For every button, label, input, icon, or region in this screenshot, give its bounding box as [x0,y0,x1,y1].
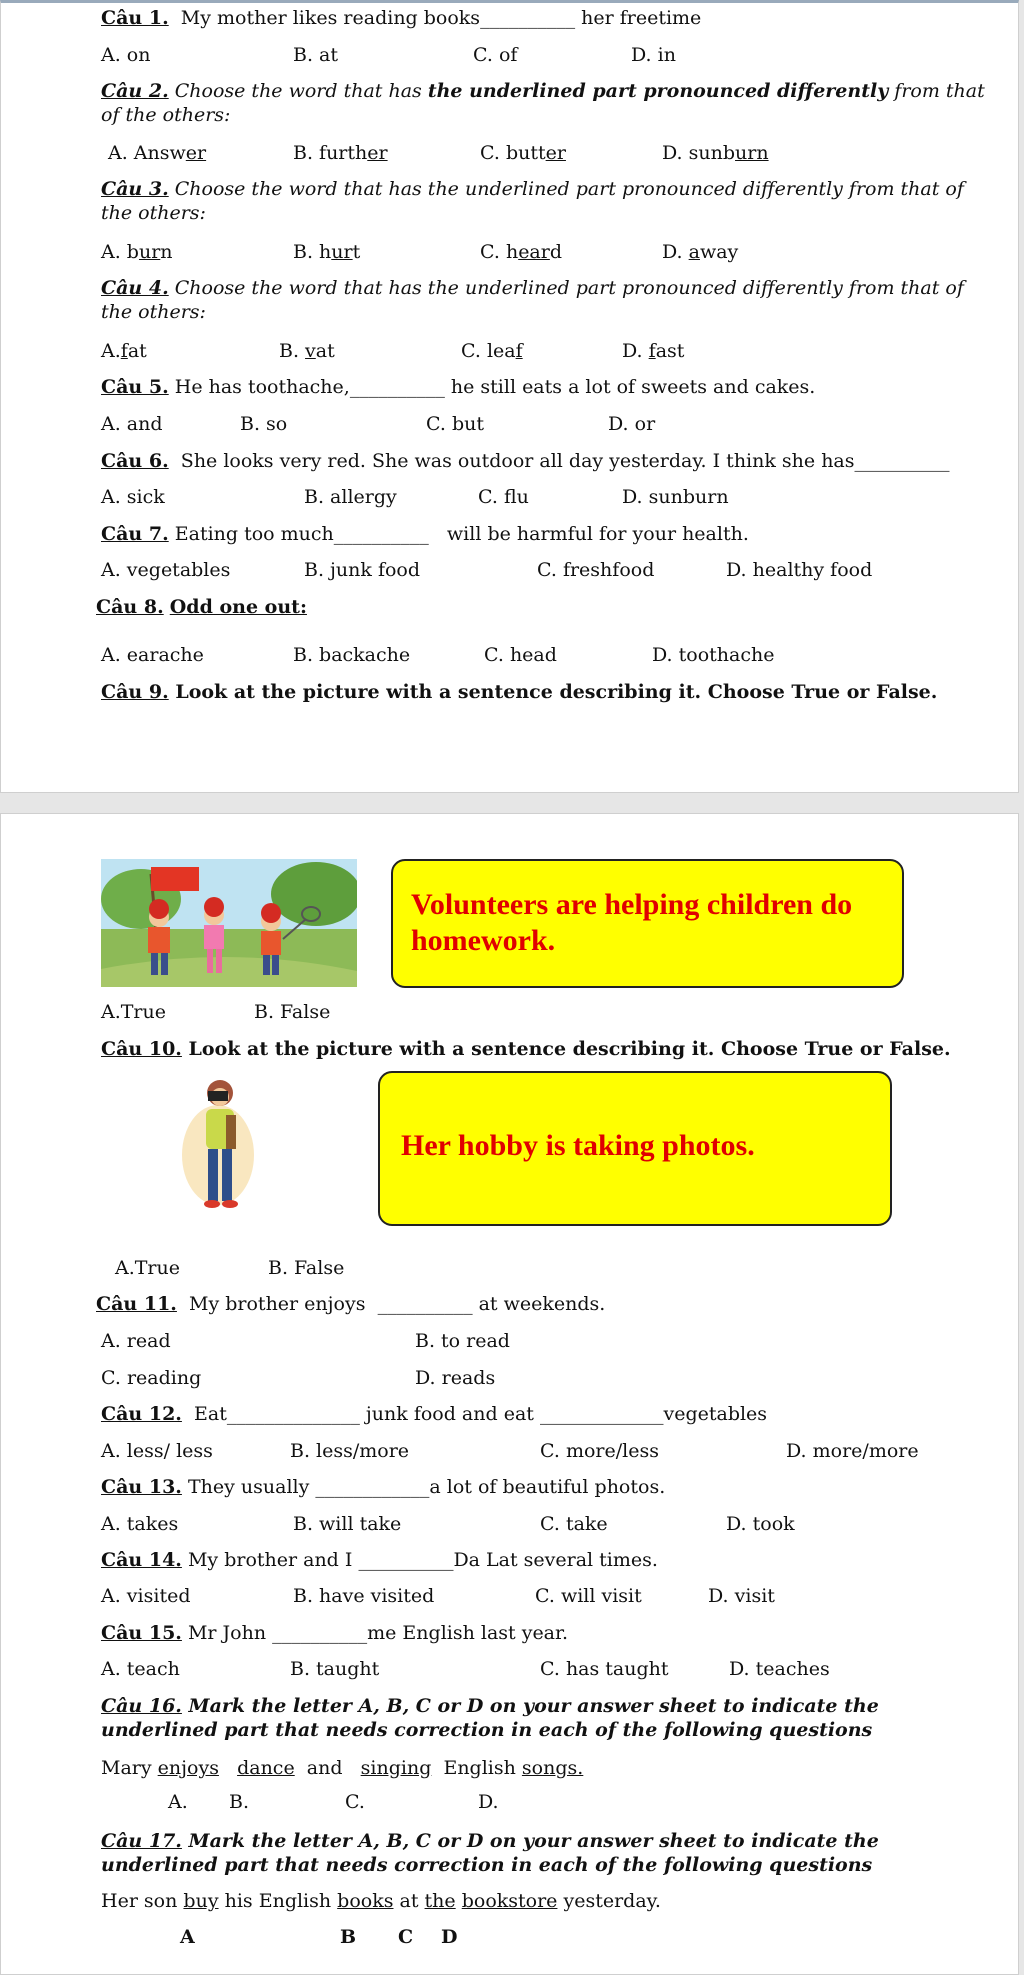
question-3: Câu 3. Choose the word that has the underlined part pronounced differently from that of the others: [101,178,964,224]
option-d[interactable]: D. reads [415,1367,496,1389]
question-6: Câu 6. She looks very red. She was outdoor all day yesterday. I think she has__________ [101,450,950,472]
option-b[interactable]: B. [229,1791,250,1813]
option-c[interactable]: C. [345,1791,365,1813]
option-b[interactable]: B. have visited [293,1585,435,1607]
option-d[interactable]: D. or [608,413,656,435]
option-a[interactable]: A. earache [101,644,204,666]
option-c[interactable]: C. butter [480,142,566,164]
option-d[interactable]: D. fast [622,340,685,362]
question-5: Câu 5. He has toothache,__________ he still eats a lot of sweets and cakes. [101,376,816,398]
option-c[interactable]: C. head [484,644,557,666]
option-d[interactable]: D. in [631,44,676,66]
option-c[interactable]: C. freshfood [537,559,655,581]
option-false[interactable]: B. False [254,1001,331,1023]
option-d[interactable]: D. visit [708,1585,775,1607]
sentence-16: Mary enjoys dance and singing English songs. [101,1757,584,1779]
option-b[interactable]: B. hurt [293,241,361,263]
option-b[interactable]: B. less/more [290,1440,410,1462]
question-10: Câu 10. Look at the picture with a sentence describing it. Choose True or False. [101,1038,951,1060]
option-a[interactable]: A. burn [101,241,173,263]
option-true[interactable]: A.True [101,1001,166,1023]
girl-camera-image [178,1075,268,1215]
option-d[interactable]: D. healthy food [726,559,873,581]
children-walking-image [101,859,357,987]
option-c[interactable]: C. but [426,413,484,435]
option-d[interactable]: D. more/more [786,1440,919,1462]
question-14: Câu 14. My brother and I __________Da Lat several times. [101,1549,658,1571]
question-16: Câu 16. Mark the letter A, B, C or D on your answer sheet to indicate the underlined part that needs correction in each of the following questions [101,1695,879,1741]
question-7: Câu 7. Eating too much__________ will be harmful for your health. [101,523,749,545]
option-c[interactable]: C. of [473,44,518,66]
option-a[interactable]: A. sick [101,486,165,508]
question-9: Câu 9. Look at the picture with a sentence describing it. Choose True or False. [101,681,938,703]
question-8: Câu 8. Odd one out: [96,596,307,618]
option-b[interactable]: B. further [293,142,388,164]
option-b[interactable]: B. at [293,44,339,66]
sentence-17: Her son buy his English books at the bookstore yesterday. [101,1890,661,1912]
option-c[interactable]: C. leaf [461,340,523,362]
option-b[interactable]: B. to read [415,1330,510,1352]
option-a[interactable]: A. teach [101,1658,180,1680]
option-c[interactable]: C [398,1926,414,1948]
option-c[interactable]: C. heard [480,241,563,263]
option-a[interactable]: A. vegetables [101,559,231,581]
option-b[interactable]: B [340,1926,357,1948]
option-c[interactable]: C. will visit [535,1585,642,1607]
option-d[interactable]: D. [478,1791,499,1813]
option-b[interactable]: B. taught [290,1658,380,1680]
question-12: Câu 12. Eat______________ junk food and eat _____________vegetables [101,1403,768,1425]
option-true[interactable]: A.True [115,1257,180,1279]
option-a[interactable]: A. Answer [108,142,207,164]
option-a[interactable]: A. on [101,44,151,66]
option-a[interactable]: A. less/ less [101,1440,213,1462]
question-13: Câu 13. They usually ____________a lot of beautiful photos. [101,1476,666,1498]
option-b[interactable]: B. so [240,413,288,435]
option-c[interactable]: C. reading [101,1367,202,1389]
option-a[interactable]: A. and [101,413,163,435]
option-a[interactable]: A [180,1926,195,1948]
question-2: Câu 2. Choose the word that has the underlined part pronounced differently from that of the others: [101,80,985,126]
option-b[interactable]: B. allergy [304,486,397,508]
option-b[interactable]: B. backache [293,644,411,666]
option-d[interactable]: D [441,1926,458,1948]
option-a[interactable]: A. [168,1791,188,1813]
option-d[interactable]: D. away [662,241,739,263]
option-a[interactable]: A.fat [101,340,147,362]
option-b[interactable]: B. junk food [304,559,421,581]
option-b[interactable]: B. vat [279,340,335,362]
option-b[interactable]: B. will take [293,1513,402,1535]
question-11: Câu 11. My brother enjoys __________ at weekends. [96,1293,606,1315]
statement-box: Volunteers are helping children do homework. [391,859,904,988]
question-4: Câu 4. Choose the word that has the underlined part pronounced differently from that of the others: [101,277,964,323]
option-c[interactable]: C. take [540,1513,608,1535]
option-false[interactable]: B. False [268,1257,345,1279]
question-1: Câu 1. My mother likes reading books__________ her freetime [101,7,702,29]
option-d[interactable]: D. teaches [729,1658,830,1680]
option-d[interactable]: D. took [726,1513,795,1535]
option-a[interactable]: A. takes [101,1513,179,1535]
question-17: Câu 17. Mark the letter A, B, C or D on your answer sheet to indicate the underlined part that needs correction in each of the following questions [101,1830,879,1876]
option-a[interactable]: A. visited [101,1585,191,1607]
option-a[interactable]: A. read [101,1330,171,1352]
option-d[interactable]: D. toothache [652,644,775,666]
statement-box: Her hobby is taking photos. [378,1071,892,1226]
option-c[interactable]: C. flu [478,486,529,508]
option-c[interactable]: C. more/less [540,1440,659,1462]
option-d[interactable]: D. sunburn [622,486,729,508]
option-d[interactable]: D. sunburn [662,142,769,164]
question-15: Câu 15. Mr John __________me English last year. [101,1622,569,1644]
option-c[interactable]: C. has taught [540,1658,669,1680]
